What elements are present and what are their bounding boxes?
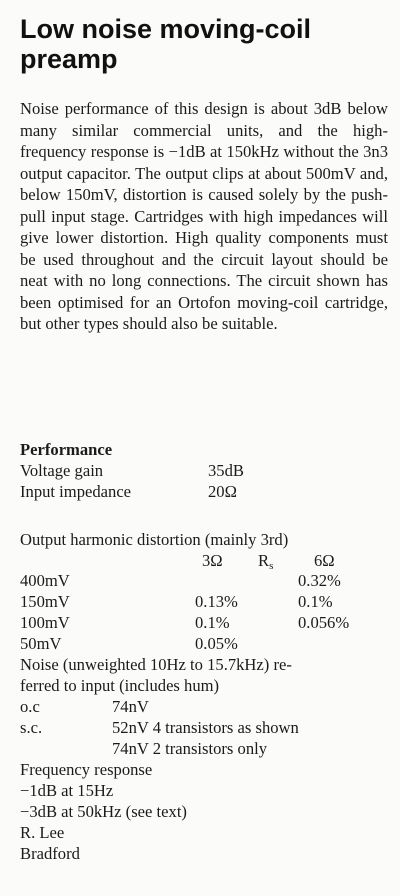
voltage-gain-label: Voltage gain — [20, 461, 104, 480]
frequency-heading: Frequency response — [20, 760, 153, 779]
input-impedance-label: Input impedance — [20, 482, 132, 501]
noise-line-1: Noise (unweighted 10Hz to 15.7kHz) re- — [20, 655, 292, 674]
column-6-ohm: 6Ω — [314, 551, 335, 570]
distortion-row-3ohm: 0.05% — [195, 634, 238, 653]
distortion-row-3ohm: 0.1% — [195, 613, 230, 632]
input-impedance-value: 20Ω — [208, 482, 237, 501]
column-3-ohm: 3Ω — [202, 551, 223, 570]
article-paragraph: Noise performance of this design is about 3dB below many similar commercial units, and the high-frequency response is −1dB at 150kHz without the 3n3 output capacitor. The output clips at about 500mV and, below 150mV, distortion is caused solely by the push-pull input stage. Cartridges with high impedances will give lower distortion. High quality components must be used throughout and the circuit layout should be neat with no long connections. The circuit shown has been optimised for an Ortofon moving-coil cartridge, but other types should also be suitable. — [20, 99, 388, 333]
distortion-row-6ohm: 0.1% — [298, 592, 333, 611]
distortion-row-6ohm: 0.056% — [298, 613, 350, 632]
distortion-heading: Output harmonic distortion (mainly 3rd) — [20, 530, 289, 549]
author-name: R. Lee — [20, 823, 65, 842]
distortion-row-6ohm: 0.32% — [298, 571, 341, 590]
column-rs — [258, 551, 273, 577]
column-rs-subscript: s — [269, 560, 274, 572]
frequency-line-1: −1dB at 15Hz — [20, 781, 114, 800]
distortion-row-level: 400mV — [20, 571, 70, 590]
performance-heading: Performance — [20, 440, 113, 459]
article-title: Low noise moving-coil preamp — [20, 14, 312, 74]
distortion-row-level: 50mV — [20, 634, 62, 653]
oc-label: o.c — [20, 697, 40, 716]
distortion-row-level: 100mV — [20, 613, 70, 632]
column-rs-letter: R — [258, 551, 270, 570]
sc-value-1: 52nV 4 transistors as shown — [112, 718, 299, 737]
voltage-gain-value: 35dB — [208, 461, 244, 480]
performance-section — [20, 440, 390, 890]
sc-value-2: 74nV 2 transistors only — [112, 739, 268, 758]
distortion-row-level: 150mV — [20, 592, 70, 611]
noise-line-2: ferred to input (includes hum) — [20, 676, 220, 695]
author-location: Bradford — [20, 844, 80, 863]
oc-value: 74nV — [112, 697, 149, 716]
distortion-row-3ohm: 0.13% — [195, 592, 238, 611]
frequency-line-2: −3dB at 50kHz (see text) — [20, 802, 187, 821]
sc-label: s.c. — [20, 718, 43, 737]
